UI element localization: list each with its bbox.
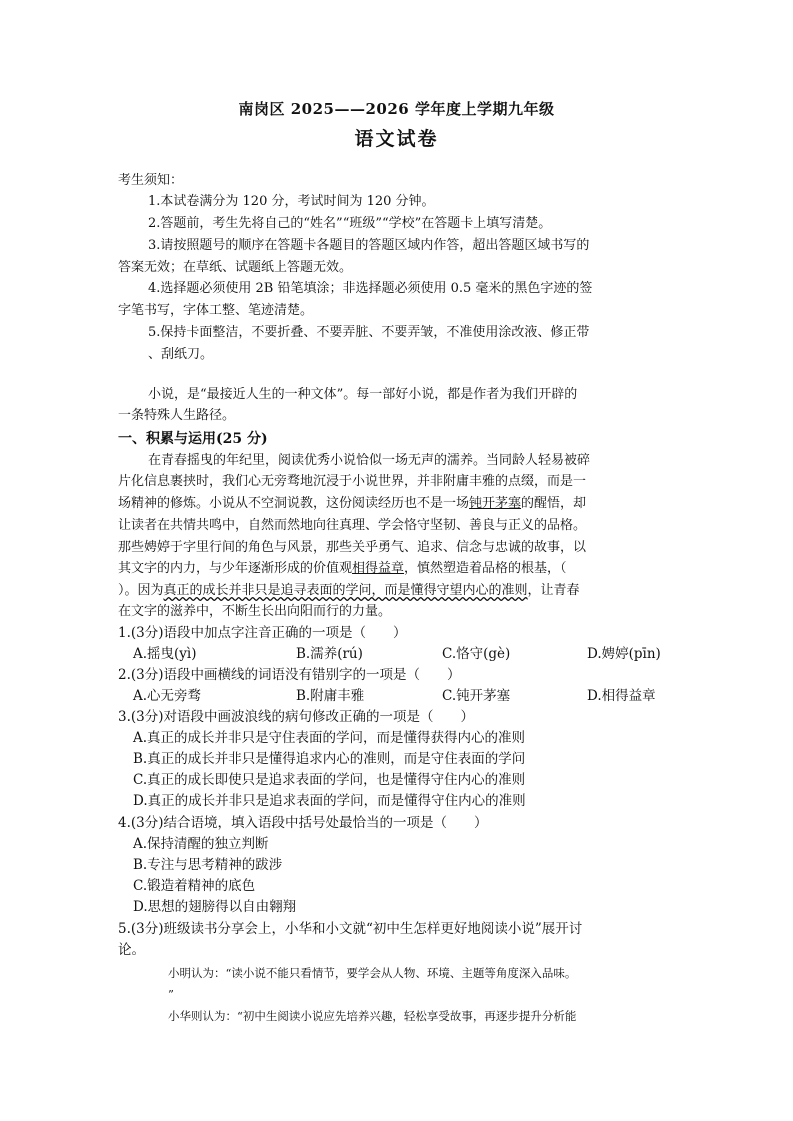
passage-text: 的醒悟，却 <box>521 496 587 511</box>
option-c: C.锻造着精神的底色 <box>133 878 256 894</box>
question-stem: 3.(3分)对语段中画波浪线的病句修改正确的一项是（ ） <box>118 709 475 725</box>
passage-text: ）。因为 <box>118 583 164 598</box>
question-stem: 1.(3分)语段中加点字注音正确的一项是（ ） <box>118 625 407 641</box>
intro-line: 小说，是“最接近人生的一种文体”。每一部好小说，都是作者为我们开辟的 <box>148 387 578 402</box>
quote-xiaoming-cont: ” <box>168 987 174 1001</box>
question-stem: 5.(3分)班级读书分享会上，小华和小文就“初中生怎样更好地阅读小说”展开讨 <box>118 921 583 937</box>
section-heading: 一、积累与运用(25 分) <box>118 431 268 447</box>
option-d: D.娉婷(pīn) <box>587 646 661 662</box>
passage-line: 在文字的滋养中，不断生长出向阳而行的力量。 <box>118 604 392 619</box>
passage-line: 那些娉婷于字里行间的角色与风景，那些关乎勇气、追求、信念与忠诚的故事，以 <box>118 540 587 555</box>
passage-line: 片化信息裹挟时，我们心无旁骛地沉浸于小说世界，并非附庸丰雅的点缀，而是一 <box>118 474 587 489</box>
quote-xiaoming: 小明认为：“读小说不能只看情节，要学会从人物、环境、主题等角度深入品味。 <box>168 966 577 980</box>
passage-text: 其文字的内力，与少年逐渐形成的价值观 <box>118 561 353 576</box>
passage-text: ，慎然塑造着品格的根基，（ <box>404 561 567 576</box>
notice-item: 5.保持卡面整洁，不要折叠、不要弄脏、不要弄皱，不准使用涂改液、修正带 <box>148 325 590 340</box>
passage-text: 场精神的修炼。小说从不空洞说教，这份阅读经历也不是一场 <box>118 496 470 511</box>
question-stem: 4.(3分)结合语境，填入语段中括号处最恰当的一项是（ ） <box>118 815 488 831</box>
option-a: A.真正的成长并非只是守住表面的学问，而是懂得获得内心的准则 <box>133 730 526 746</box>
option-a: A.心无旁骛 <box>133 688 202 704</box>
notice-item: 4.选择题必须使用 2B 铅笔填涂；非选择题必须使用 0.5 毫米的黑色字迹的签 <box>148 281 593 296</box>
wavy-sentence: 真正的成长并非只是追寻表面的学问，而是懂得守望内心的准则 <box>163 583 528 598</box>
notice-item-cont: 字笔书写，字体工整、笔迹清楚。 <box>118 303 314 318</box>
underlined-word: 钝开茅塞 <box>469 496 522 511</box>
option-d: D.真正的成长并非只是追求表面的学问，而是懂得守住内心的准则 <box>133 793 526 809</box>
notice-item-cont: 答案无效；在草纸、试题纸上答题无效。 <box>118 260 353 275</box>
passage-line <box>118 560 678 578</box>
question-stem-cont: 论。 <box>118 942 145 958</box>
question-stem: 2.(3分)语段中画横线的词语没有错别字的一项是（ ） <box>118 667 461 683</box>
option-a: A.保持清醒的独立判断 <box>133 836 269 852</box>
option-b: B.专注与思考精神的跋涉 <box>133 857 283 873</box>
notice-item-cont: 、刮纸刀。 <box>148 347 214 362</box>
passage-line <box>118 495 678 513</box>
passage-line: 在青春摇曳的年纪里，阅读优秀小说恰似一场无声的濡养。当同龄人轻易被碎 <box>148 453 591 468</box>
intro-line: 一条特殊人生路径。 <box>118 408 236 423</box>
exam-title: 语文试卷 <box>354 128 439 150</box>
passage-line: 让读者在共情共鸣中，自然而然地向往真理、学会恪守坚韧、善良与正义的品格。 <box>118 518 587 533</box>
option-c: C.钝开茅塞 <box>442 688 511 704</box>
passage-line <box>118 582 678 600</box>
notice-heading: 考生须知： <box>118 173 184 188</box>
passage-text: ，让青春 <box>527 583 580 598</box>
quote-xiaohua: 小华则认为：“初中生阅读小说应先培养兴趣，轻松享受故事，再逐步提升分析能 <box>168 1009 577 1023</box>
option-b: B.附庸丰雅 <box>296 688 365 704</box>
option-c: C.真正的成长即使只是追求表面的学问，也是懂得守住内心的准则 <box>133 772 526 788</box>
option-b: B.真正的成长并非只是懂得追求内心的准则，而是守住表面的学问 <box>133 751 526 767</box>
option-d: D.思想的翅膀得以自由翱翔 <box>133 899 297 915</box>
option-d: D.相得益章 <box>587 688 656 704</box>
exam-header: 南岗区 2025——2026 学年度上学期九年级 <box>238 100 555 118</box>
notice-item: 1.本试卷满分为 120 分，考试时间为 120 分钟。 <box>148 194 435 209</box>
option-b: B.濡养(rú) <box>296 646 363 662</box>
underlined-word: 相得益章 <box>352 561 405 576</box>
option-a: A.摇曳(yì) <box>133 646 197 662</box>
notice-item: 2.答题前，考生先将自己的“姓名”“班级”“学校”在答题卡上填写清楚。 <box>148 216 552 231</box>
notice-item: 3.请按照题号的顺序在答题卡各题目的答题区域内作答，超出答题区域书写的 <box>148 238 590 253</box>
option-c: C.恪守(gè) <box>442 646 511 662</box>
